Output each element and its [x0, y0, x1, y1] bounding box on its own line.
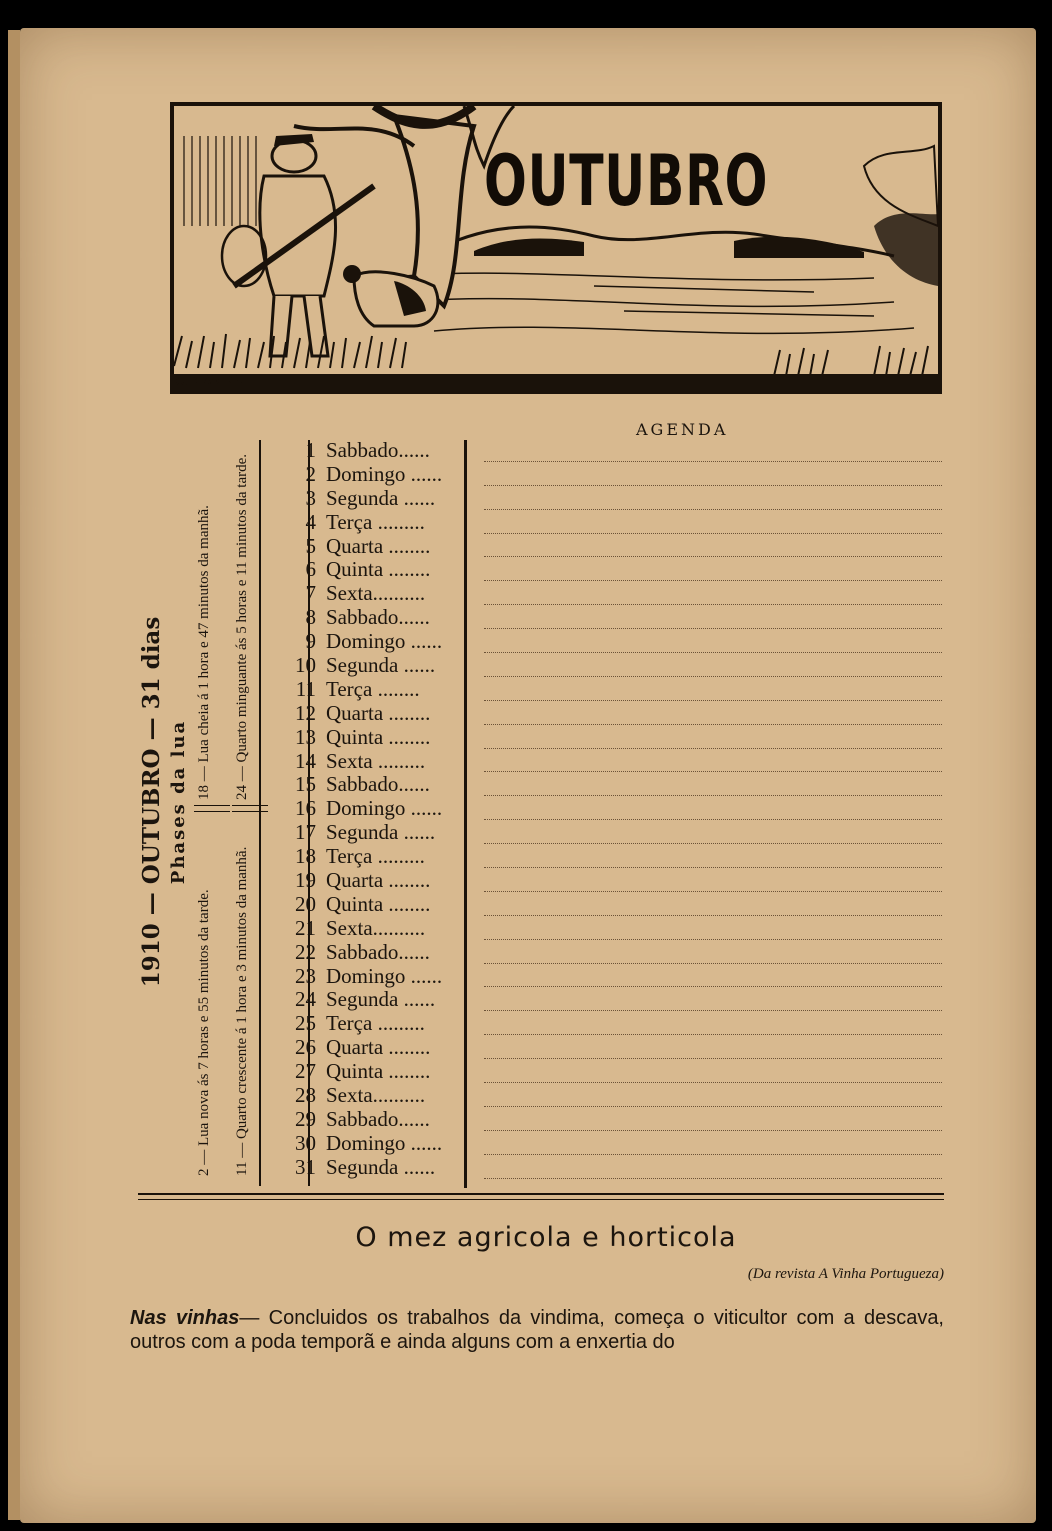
agenda-line	[484, 964, 942, 988]
day-number: 16	[295, 796, 316, 821]
day-name: Terça .........	[326, 844, 425, 869]
day-row	[262, 940, 482, 964]
day-name: Quinta ........	[326, 724, 431, 749]
agenda-line	[484, 581, 942, 605]
day-row	[262, 820, 482, 844]
day-number: 17	[295, 820, 316, 845]
day-number: 19	[295, 868, 316, 893]
month-header-title: 1910 — OUTUBRO — 31 dias	[138, 616, 165, 988]
day-number: 7	[305, 581, 316, 606]
day-number: 26	[295, 1035, 316, 1060]
moon-phases-heading: Phases da lua	[168, 719, 189, 885]
agenda-line	[484, 701, 942, 725]
day-name: Terça ........	[326, 676, 420, 701]
agenda-line	[484, 557, 942, 581]
day-number: 6	[305, 557, 316, 582]
day-number: 13	[295, 724, 316, 749]
day-name: Sexta..........	[326, 915, 426, 940]
section-rule	[138, 1199, 944, 1200]
moon-phase-full: 18 — Lua cheia á 1 hora e 47 minutos da manhã.	[196, 505, 212, 800]
day-number: 3	[305, 485, 316, 510]
day-number: 15	[295, 772, 316, 797]
day-name: Quarta ........	[326, 533, 431, 558]
day-row	[262, 510, 482, 534]
day-name: Domingo ......	[326, 796, 443, 821]
day-number: 24	[295, 987, 316, 1012]
day-name: Sabbado......	[326, 772, 430, 797]
agenda-line	[484, 772, 942, 796]
day-number: 27	[295, 1059, 316, 1084]
agenda-line	[484, 510, 942, 534]
day-name: Sabbado......	[326, 939, 430, 964]
day-name: Sexta..........	[326, 1083, 426, 1108]
phase-divider	[194, 805, 230, 812]
agenda-line	[484, 820, 942, 844]
agenda-line	[484, 1131, 942, 1155]
day-name: Domingo ......	[326, 629, 443, 654]
day-number: 5	[305, 533, 316, 558]
agenda-line	[484, 796, 942, 820]
day-name: Domingo ......	[326, 963, 443, 988]
day-row	[262, 749, 482, 773]
day-row	[262, 1011, 482, 1035]
day-number: 30	[295, 1130, 316, 1155]
agenda-title: AGENDA	[636, 420, 729, 439]
agenda-lines	[484, 438, 942, 1179]
day-number: 10	[295, 653, 316, 678]
day-row	[262, 557, 482, 581]
day-number: 25	[295, 1011, 316, 1036]
article-lead: Nas vinhas	[130, 1307, 240, 1329]
agenda-line	[484, 987, 942, 1011]
day-number: 29	[295, 1106, 316, 1131]
day-number: 23	[295, 963, 316, 988]
day-name: Quarta ........	[326, 700, 431, 725]
day-row	[262, 1059, 482, 1083]
section-rule	[138, 1193, 944, 1195]
day-row	[262, 629, 482, 653]
day-row	[262, 844, 482, 868]
day-row	[262, 1083, 482, 1107]
artist-signature: DUMAS. O.	[169, 371, 244, 389]
agenda-line	[484, 1155, 942, 1179]
agenda-line	[484, 653, 942, 677]
agenda-line	[484, 534, 942, 558]
agenda-line	[484, 677, 942, 701]
moon-phase-new: 2 — Lua nova ás 7 horas e 55 minutos da tarde.	[196, 889, 212, 1176]
day-name: Segunda ......	[326, 485, 436, 510]
day-number: 20	[295, 891, 316, 916]
article-title: O mez agricola e horticola	[355, 1222, 737, 1253]
day-name: Segunda ......	[326, 653, 436, 678]
day-number: 12	[295, 700, 316, 725]
day-name: Sexta..........	[326, 581, 426, 606]
day-number: 8	[305, 605, 316, 630]
day-number: 4	[305, 509, 316, 534]
day-name: Quinta ........	[326, 891, 431, 916]
day-name: Quarta ........	[326, 868, 431, 893]
day-number: 22	[295, 939, 316, 964]
day-number: 21	[295, 915, 316, 940]
agenda-line	[484, 749, 942, 773]
agenda-line	[484, 844, 942, 868]
article-source: (Da revista A Vinha Portugueza)	[747, 1266, 944, 1282]
agenda-line	[484, 1035, 942, 1059]
article-text: — Concluidos os trabalhos da vindima, começa o viticultor com a descava, outros com a poda temporã e ainda alguns com a enxertia do	[130, 1307, 944, 1353]
day-number: 28	[295, 1083, 316, 1108]
days-list	[262, 438, 482, 1179]
day-row	[262, 534, 482, 558]
day-row	[262, 868, 482, 892]
moon-phase-first-quarter: 11 — Quarto crescente á 1 hora e 3 minutos da manhã.	[234, 846, 250, 1176]
agenda-line	[484, 1059, 942, 1083]
day-name: Sexta .........	[326, 748, 426, 773]
day-number: 11	[295, 676, 316, 701]
day-name: Domingo ......	[326, 1130, 443, 1155]
day-name: Segunda ......	[326, 1154, 436, 1179]
agenda-line	[484, 916, 942, 940]
moon-phase-last-quarter: 24 — Quarto minguante ás 5 horas e 11 minutos da tarde.	[234, 453, 250, 800]
day-name: Terça .........	[326, 1011, 425, 1036]
day-number: 14	[295, 748, 316, 773]
day-name: Sabbado......	[326, 605, 430, 630]
day-name: Quinta ........	[326, 557, 431, 582]
agenda-line	[484, 940, 942, 964]
day-name: Quinta ........	[326, 1059, 431, 1084]
day-name: Terça .........	[326, 509, 425, 534]
day-row	[262, 1131, 482, 1155]
day-row	[262, 1155, 482, 1179]
month-header-rotated	[138, 422, 270, 1182]
day-number: 31	[295, 1154, 316, 1179]
day-row	[262, 701, 482, 725]
day-row	[262, 677, 482, 701]
agenda-line	[484, 629, 942, 653]
day-row	[262, 1035, 482, 1059]
day-number: 1	[305, 438, 316, 462]
agenda-line	[484, 438, 942, 462]
day-row	[262, 581, 482, 605]
agenda-line	[484, 868, 942, 892]
agenda-line	[484, 892, 942, 916]
day-row	[262, 438, 482, 462]
day-row	[262, 653, 482, 677]
day-name: Sabbado......	[326, 1106, 430, 1131]
day-row	[262, 725, 482, 749]
day-name: Domingo ......	[326, 461, 443, 486]
agenda-line	[484, 605, 942, 629]
agenda-line	[484, 1083, 942, 1107]
agenda-line	[484, 486, 942, 510]
day-number: 9	[305, 629, 316, 654]
day-row	[262, 462, 482, 486]
day-row	[262, 916, 482, 940]
day-row	[262, 1107, 482, 1131]
day-row	[262, 605, 482, 629]
day-number: 18	[295, 844, 316, 869]
agenda-line	[484, 462, 942, 486]
day-row	[262, 964, 482, 988]
day-row	[262, 892, 482, 916]
article-paragraph	[130, 1306, 944, 1354]
day-number: 2	[305, 461, 316, 486]
day-name: Quarta ........	[326, 1035, 431, 1060]
banner-title: OUTUBRO	[484, 140, 769, 222]
day-row	[262, 987, 482, 1011]
agenda-line	[484, 1107, 942, 1131]
day-name: Sabbado......	[326, 438, 430, 462]
day-row	[262, 772, 482, 796]
day-row	[262, 486, 482, 510]
page-binding-edge	[8, 30, 20, 1520]
day-row	[262, 796, 482, 820]
agenda-line	[484, 1011, 942, 1035]
day-name: Segunda ......	[326, 820, 436, 845]
table-rule	[259, 440, 261, 1186]
agenda-line	[484, 725, 942, 749]
month-banner	[170, 102, 942, 394]
day-name: Segunda ......	[326, 987, 436, 1012]
